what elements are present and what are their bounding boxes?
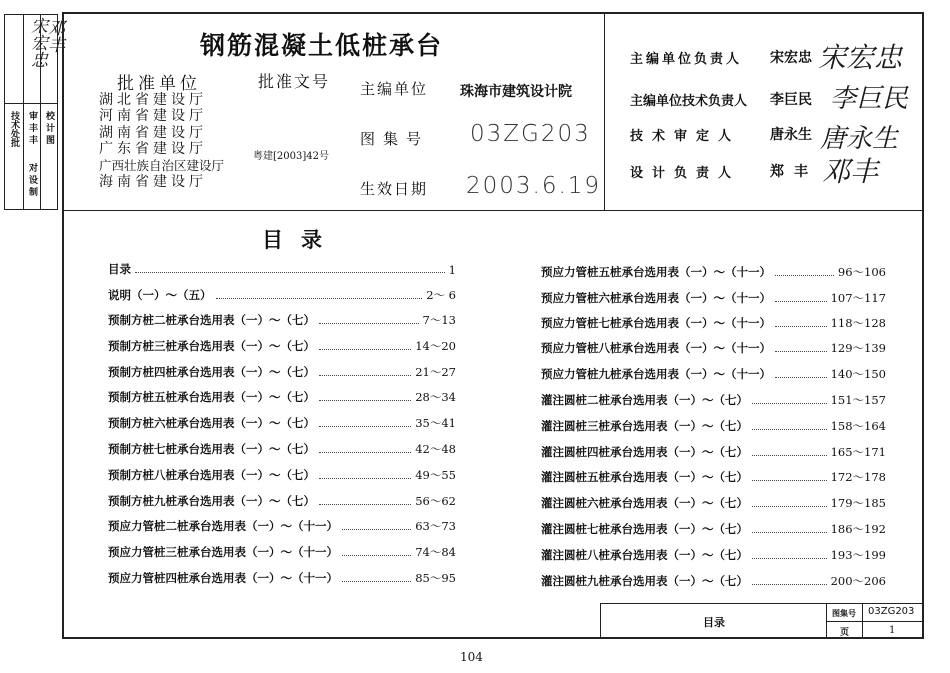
toc-row[interactable] xyxy=(108,387,456,405)
header-divider xyxy=(62,210,924,211)
toc-entry-title: 目录 xyxy=(108,262,131,276)
toc-row[interactable] xyxy=(108,362,456,380)
page-title: 钢筋混凝土低桩承台 xyxy=(200,31,444,60)
approval-unit: 广东省建设厅 xyxy=(99,141,207,158)
toc-entry-title: 灌注圆桩六桩承台选用表（一）～（七） xyxy=(541,496,748,510)
toc-leader xyxy=(216,298,423,299)
toc-row[interactable] xyxy=(541,390,886,408)
toc-entry-title: 预制方桩七桩承台选用表（一）～（七） xyxy=(108,442,315,456)
toc-entry-pages: 35～41 xyxy=(415,416,456,430)
approval-unit: 湖南省建设厅 xyxy=(99,124,207,141)
signature: 宋宏忠 xyxy=(818,41,903,74)
toc-entry-pages: 49～55 xyxy=(415,468,456,482)
toc-entry-title: 预应力管桩九桩承台选用表（一）～（十一） xyxy=(541,367,771,381)
editor-unit-value: 珠海市建筑设计院 xyxy=(460,84,572,100)
toc-entry-title: 预应力管桩二桩承台选用表（一）～（十一） xyxy=(108,519,338,533)
toc-row[interactable] xyxy=(541,262,886,280)
role-label: 技术审定人 xyxy=(630,129,741,144)
toc-row[interactable] xyxy=(541,338,886,356)
toc-leader xyxy=(752,558,827,559)
toc-leader xyxy=(319,478,411,479)
toc-row[interactable] xyxy=(541,288,886,306)
toc-entry-pages: 14～20 xyxy=(415,339,456,353)
toc-row[interactable] xyxy=(108,542,456,560)
approval-unit-label: 批准单位 xyxy=(117,74,201,94)
toc-leader xyxy=(775,301,827,302)
role-label: 主编单位负责人 xyxy=(630,52,743,67)
toc-entry-pages: 193～199 xyxy=(830,548,886,562)
toc-entry-pages: 1 xyxy=(448,263,456,277)
toc-entry-title: 预制方桩六桩承台选用表（一）～（七） xyxy=(108,416,315,430)
toc-entry-title: 灌注圆桩九桩承台选用表（一）～（七） xyxy=(541,574,748,588)
toc-row[interactable] xyxy=(541,571,886,589)
toc-row[interactable] xyxy=(108,310,456,328)
toc-row[interactable] xyxy=(108,285,456,303)
toc-entry-title: 灌注圆桩二桩承台选用表（一）～（七） xyxy=(541,393,748,407)
strip-divider-v xyxy=(23,15,24,209)
title-block-atlas-label: 图集号 xyxy=(832,608,856,618)
toc-leader xyxy=(319,452,411,453)
person-name: 宋宏忠 xyxy=(770,50,812,66)
toc-leader xyxy=(775,275,834,276)
margin-signature-1: 宋宏忠 xyxy=(27,17,47,68)
effective-date-value: 2003.6.19 xyxy=(466,173,602,199)
toc-entry-title: 灌注圆桩八桩承台选用表（一）～（七） xyxy=(541,548,748,562)
toc-entry-pages: 140～150 xyxy=(830,367,886,381)
toc-row[interactable] xyxy=(541,493,886,511)
toc-entry-pages: 118～128 xyxy=(830,316,886,330)
signature: 唐永生 xyxy=(820,124,899,154)
toc-leader xyxy=(752,506,827,507)
toc-row[interactable] xyxy=(541,545,886,563)
toc-row[interactable] xyxy=(108,516,456,534)
toc-entry-pages: 186～192 xyxy=(830,522,886,536)
toc-entry-title: 灌注圆桩三桩承台选用表（一）～（七） xyxy=(541,419,748,433)
person-name: 郑丰 xyxy=(770,164,818,180)
toc-leader xyxy=(752,584,827,585)
toc-entry-title: 预制方桩二桩承台选用表（一）～（七） xyxy=(108,313,315,327)
toc-entry-pages: 107～117 xyxy=(830,291,886,305)
toc-entry-pages: 7～13 xyxy=(422,313,456,327)
toc-row[interactable] xyxy=(541,313,886,331)
toc-row[interactable] xyxy=(108,568,456,586)
toc-title: 目录 xyxy=(262,228,340,252)
toc-leader xyxy=(752,403,827,404)
toc-leader xyxy=(319,349,411,350)
toc-entry-pages: 165～171 xyxy=(830,445,886,459)
atlas-no-label: 图集号 xyxy=(360,130,430,148)
approval-unit: 海南省建设厅 xyxy=(99,174,207,191)
toc-entry-pages: 74～84 xyxy=(415,545,456,559)
toc-row[interactable] xyxy=(541,416,886,434)
toc-entry-title: 灌注圆桩七桩承台选用表（一）～（七） xyxy=(541,522,748,536)
signature: 邓丰 xyxy=(822,155,879,188)
toc-entry-title: 预应力管桩三桩承台选用表（一）～（十一） xyxy=(108,545,338,559)
title-block-divider xyxy=(826,621,924,622)
title-block-atlas-no: 03ZG203 xyxy=(868,606,915,617)
page-number: 104 xyxy=(460,650,483,664)
margin-label-3: 校 计 图 xyxy=(44,111,54,145)
toc-entry-pages: 2～ 6 xyxy=(426,288,456,302)
toc-leader xyxy=(319,400,411,401)
approval-unit: 河南省建设厅 xyxy=(99,108,207,125)
role-label: 主编单位技术负责人 xyxy=(630,94,748,109)
toc-leader xyxy=(342,529,411,530)
toc-entry-title: 预制方桩四桩承台选用表（一）～（七） xyxy=(108,365,315,379)
approval-unit: 广西壮族自治区建设厅 xyxy=(99,157,225,173)
toc-row[interactable] xyxy=(541,467,886,485)
approval-doc-label: 批准文号 xyxy=(258,72,331,91)
toc-leader xyxy=(752,532,827,533)
approval-doc-number: 粤建[2003]42号 xyxy=(253,151,329,162)
toc-entry-title: 说明（一）～（五） xyxy=(108,288,212,302)
toc-entry-pages: 172～178 xyxy=(830,470,886,484)
toc-entry-title: 预应力管桩八桩承台选用表（一）～（十一） xyxy=(541,341,771,355)
toc-row[interactable] xyxy=(108,465,456,483)
role-label: 设计负责人 xyxy=(630,166,741,181)
toc-entry-pages: 85～95 xyxy=(415,571,456,585)
toc-entry-pages: 63～73 xyxy=(415,519,456,533)
toc-leader xyxy=(319,504,411,505)
signature: 李巨民 xyxy=(830,84,909,114)
title-block-border xyxy=(600,603,601,639)
toc-leader xyxy=(752,455,827,456)
toc-leader xyxy=(775,377,827,378)
toc-row[interactable] xyxy=(108,439,456,457)
title-block-page-label: 页 xyxy=(840,628,850,638)
margin-signature-strip xyxy=(4,14,64,210)
approval-unit-list xyxy=(99,92,224,190)
toc-entry-title: 预制方桩八桩承台选用表（一）～（七） xyxy=(108,468,315,482)
header-vertical-divider xyxy=(604,12,605,210)
margin-signature-2: 邓丰 xyxy=(44,19,64,53)
toc-entry-title: 预制方桩三桩承台选用表（一）～（七） xyxy=(108,339,315,353)
toc-entry-pages: 179～185 xyxy=(830,496,886,510)
toc-entry-pages: 21～27 xyxy=(415,365,456,379)
title-block-page-no: 1 xyxy=(889,625,896,636)
toc-entry-title: 灌注圆桩四桩承台选用表（一）～（七） xyxy=(541,445,748,459)
toc-entry-pages: 42～48 xyxy=(415,442,456,456)
toc-row[interactable] xyxy=(108,336,456,354)
toc-entry-title: 预应力管桩七桩承台选用表（一）～（十一） xyxy=(541,316,771,330)
margin-label-4: 对 设 制 xyxy=(27,163,37,197)
title-block-name: 目录 xyxy=(703,616,725,629)
toc-leader xyxy=(342,555,411,556)
margin-label-2: 审 丰 丰 xyxy=(27,111,37,145)
toc-entry-pages: 151～157 xyxy=(830,393,886,407)
toc-row[interactable] xyxy=(108,413,456,431)
person-name: 李巨民 xyxy=(770,92,812,108)
toc-row[interactable] xyxy=(541,442,886,460)
atlas-no-value: 03ZG203 xyxy=(470,121,591,147)
toc-entry-title: 预制方桩九桩承台选用表（一）～（七） xyxy=(108,494,315,508)
toc-leader xyxy=(342,581,411,582)
toc-row[interactable] xyxy=(108,259,456,277)
toc-entry-title: 预制方桩五桩承台选用表（一）～（七） xyxy=(108,390,315,404)
toc-entry-pages: 56～62 xyxy=(415,494,456,508)
approval-unit: 湖北省建设厅 xyxy=(99,92,207,108)
toc-row[interactable] xyxy=(541,364,886,382)
toc-entry-pages: 96～106 xyxy=(837,265,886,279)
toc-entry-pages: 200～206 xyxy=(830,574,886,588)
toc-leader xyxy=(775,326,827,327)
toc-entry-pages: 129～139 xyxy=(830,341,886,355)
toc-entry-title: 预应力管桩六桩承台选用表（一）～（十一） xyxy=(541,291,771,305)
strip-divider xyxy=(5,103,57,104)
toc-entry-pages: 28～34 xyxy=(415,390,456,404)
toc-entry-pages: 158～164 xyxy=(830,419,886,433)
toc-leader xyxy=(752,480,827,481)
toc-entry-title: 预应力管桩五桩承台选用表（一）～（十一） xyxy=(541,265,771,279)
toc-row[interactable] xyxy=(108,491,456,509)
effective-date-label: 生效日期 xyxy=(360,180,429,198)
margin-label-1: 技术处批 xyxy=(9,111,19,147)
toc-entry-title: 预应力管桩四桩承台选用表（一）～（十一） xyxy=(108,571,338,585)
toc-leader xyxy=(319,426,411,427)
toc-leader xyxy=(319,375,411,376)
editor-unit-label: 主编单位 xyxy=(360,80,429,98)
person-name: 唐永生 xyxy=(770,127,812,143)
toc-entry-title: 灌注圆桩五桩承台选用表（一）～（七） xyxy=(541,470,748,484)
toc-leader xyxy=(775,351,827,352)
toc-row[interactable] xyxy=(541,519,886,537)
toc-leader xyxy=(752,429,827,430)
toc-leader xyxy=(135,272,445,273)
toc-leader xyxy=(319,323,419,324)
title-block-border xyxy=(600,603,924,604)
